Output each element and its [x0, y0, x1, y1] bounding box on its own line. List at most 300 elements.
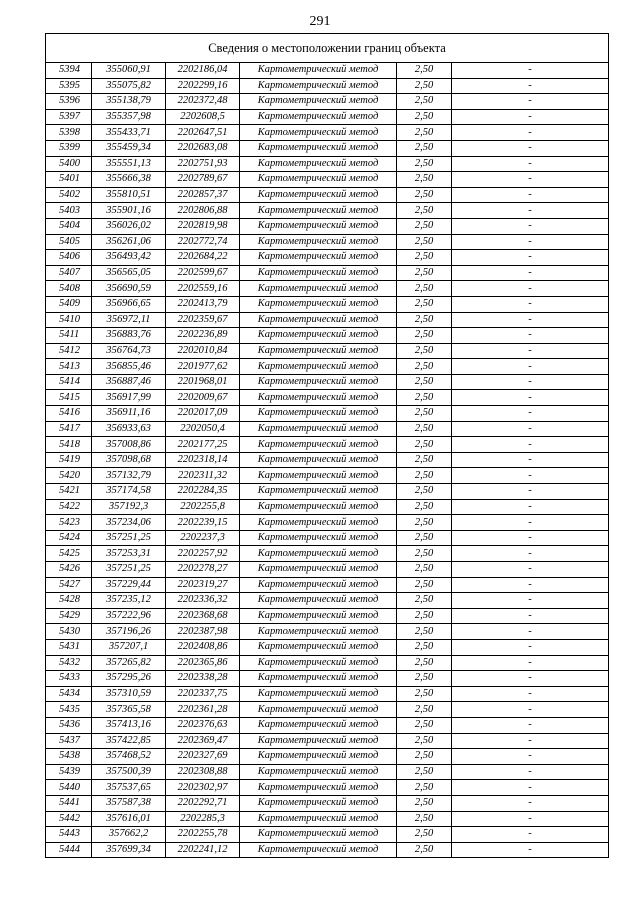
point-number-cell: 5442 [46, 811, 92, 827]
note-cell: - [452, 827, 609, 843]
accuracy-cell: 2,50 [397, 608, 452, 624]
coord-y-cell: 2202177,25 [166, 437, 240, 453]
coord-y-cell: 2202302,97 [166, 780, 240, 796]
coord-x-cell: 356026,02 [92, 218, 166, 234]
coord-x-cell: 356493,42 [92, 250, 166, 266]
coord-y-cell: 2202318,14 [166, 452, 240, 468]
coord-x-cell: 355459,34 [92, 140, 166, 156]
coord-x-cell: 356933,63 [92, 421, 166, 437]
accuracy-cell: 2,50 [397, 343, 452, 359]
point-number-cell: 5419 [46, 452, 92, 468]
coord-y-cell: 2202361,28 [166, 702, 240, 718]
coord-y-cell: 2202684,22 [166, 250, 240, 266]
coord-y-cell: 2202239,15 [166, 515, 240, 531]
note-cell: - [452, 795, 609, 811]
table-row [46, 593, 609, 609]
note-cell: - [452, 109, 609, 125]
note-cell: - [452, 468, 609, 484]
method-cell: Картометрический метод [240, 203, 397, 219]
method-cell: Картометрический метод [240, 717, 397, 733]
table-row [46, 265, 609, 281]
method-cell: Картометрический метод [240, 437, 397, 453]
coord-x-cell: 357587,38 [92, 795, 166, 811]
note-cell: - [452, 577, 609, 593]
coord-y-cell: 2202255,78 [166, 827, 240, 843]
table-row [46, 546, 609, 562]
coord-y-cell: 2202255,8 [166, 499, 240, 515]
table-row [46, 780, 609, 796]
note-cell: - [452, 749, 609, 765]
table-row [46, 390, 609, 406]
table-row [46, 452, 609, 468]
table-row [46, 312, 609, 328]
point-number-cell: 5413 [46, 359, 92, 375]
coord-x-cell: 357365,58 [92, 702, 166, 718]
table-row [46, 234, 609, 250]
table-row [46, 187, 609, 203]
coord-y-cell: 2202789,67 [166, 172, 240, 188]
point-number-cell: 5397 [46, 109, 92, 125]
point-number-cell: 5443 [46, 827, 92, 843]
coord-x-cell: 355901,16 [92, 203, 166, 219]
coord-x-cell: 356917,99 [92, 390, 166, 406]
point-number-cell: 5410 [46, 312, 92, 328]
coord-x-cell: 356972,11 [92, 312, 166, 328]
point-number-cell: 5431 [46, 639, 92, 655]
coord-x-cell: 356565,05 [92, 265, 166, 281]
table-row [46, 624, 609, 640]
point-number-cell: 5440 [46, 780, 92, 796]
point-number-cell: 5399 [46, 140, 92, 156]
accuracy-cell: 2,50 [397, 733, 452, 749]
table-row [46, 406, 609, 422]
point-number-cell: 5414 [46, 374, 92, 390]
method-cell: Картометрический метод [240, 499, 397, 515]
point-number-cell: 5411 [46, 328, 92, 344]
table-row [46, 421, 609, 437]
coord-x-cell: 357310,59 [92, 686, 166, 702]
coord-y-cell: 2202413,79 [166, 296, 240, 312]
point-number-cell: 5426 [46, 562, 92, 578]
method-cell: Картометрический метод [240, 296, 397, 312]
note-cell: - [452, 328, 609, 344]
accuracy-cell: 2,50 [397, 390, 452, 406]
accuracy-cell: 2,50 [397, 63, 452, 79]
table-row [46, 702, 609, 718]
coord-y-cell: 2202050,4 [166, 421, 240, 437]
point-number-cell: 5428 [46, 593, 92, 609]
note-cell: - [452, 702, 609, 718]
method-cell: Картометрический метод [240, 562, 397, 578]
coord-y-cell: 2202647,51 [166, 125, 240, 141]
note-cell: - [452, 452, 609, 468]
method-cell: Картометрический метод [240, 78, 397, 94]
point-number-cell: 5402 [46, 187, 92, 203]
accuracy-cell: 2,50 [397, 296, 452, 312]
method-cell: Картометрический метод [240, 63, 397, 79]
coord-y-cell: 2202559,16 [166, 281, 240, 297]
table-row [46, 218, 609, 234]
point-number-cell: 5412 [46, 343, 92, 359]
accuracy-cell: 2,50 [397, 780, 452, 796]
coord-x-cell: 357699,34 [92, 842, 166, 858]
coord-x-cell: 357192,3 [92, 499, 166, 515]
point-number-cell: 5423 [46, 515, 92, 531]
method-cell: Картометрический метод [240, 484, 397, 500]
coord-y-cell: 2202299,16 [166, 78, 240, 94]
table-row [46, 795, 609, 811]
accuracy-cell: 2,50 [397, 593, 452, 609]
method-cell: Картометрический метод [240, 546, 397, 562]
accuracy-cell: 2,50 [397, 546, 452, 562]
table-row [46, 827, 609, 843]
coord-x-cell: 355357,98 [92, 109, 166, 125]
method-cell: Картометрический метод [240, 515, 397, 531]
coord-x-cell: 357251,25 [92, 562, 166, 578]
note-cell: - [452, 733, 609, 749]
table-row [46, 109, 609, 125]
table-row [46, 140, 609, 156]
method-cell: Картометрический метод [240, 764, 397, 780]
coord-x-cell: 357235,12 [92, 593, 166, 609]
note-cell: - [452, 218, 609, 234]
method-cell: Картометрический метод [240, 359, 397, 375]
note-cell: - [452, 842, 609, 858]
table-row [46, 250, 609, 266]
coord-x-cell: 357253,31 [92, 546, 166, 562]
coord-y-cell: 2202308,88 [166, 764, 240, 780]
point-number-cell: 5401 [46, 172, 92, 188]
method-cell: Картометрический метод [240, 234, 397, 250]
coord-x-cell: 357207,1 [92, 639, 166, 655]
coord-y-cell: 2202806,88 [166, 203, 240, 219]
table-row [46, 359, 609, 375]
method-cell: Картометрический метод [240, 374, 397, 390]
method-cell: Картометрический метод [240, 109, 397, 125]
table-row [46, 577, 609, 593]
accuracy-cell: 2,50 [397, 94, 452, 110]
coord-y-cell: 2201977,62 [166, 359, 240, 375]
coord-y-cell: 2202772,74 [166, 234, 240, 250]
method-cell: Картометрический метод [240, 733, 397, 749]
method-cell: Картометрический метод [240, 702, 397, 718]
coord-x-cell: 356966,65 [92, 296, 166, 312]
accuracy-cell: 2,50 [397, 827, 452, 843]
note-cell: - [452, 530, 609, 546]
accuracy-cell: 2,50 [397, 717, 452, 733]
table-row [46, 343, 609, 359]
coord-y-cell: 2202237,3 [166, 530, 240, 546]
method-cell: Картометрический метод [240, 655, 397, 671]
note-cell: - [452, 546, 609, 562]
coord-x-cell: 357222,96 [92, 608, 166, 624]
accuracy-cell: 2,50 [397, 234, 452, 250]
method-cell: Картометрический метод [240, 140, 397, 156]
coord-x-cell: 357008,86 [92, 437, 166, 453]
point-number-cell: 5407 [46, 265, 92, 281]
accuracy-cell: 2,50 [397, 686, 452, 702]
note-cell: - [452, 764, 609, 780]
method-cell: Картометрический метод [240, 250, 397, 266]
accuracy-cell: 2,50 [397, 515, 452, 531]
note-cell: - [452, 94, 609, 110]
method-cell: Картометрический метод [240, 671, 397, 687]
accuracy-cell: 2,50 [397, 468, 452, 484]
accuracy-cell: 2,50 [397, 702, 452, 718]
table-row [46, 655, 609, 671]
accuracy-cell: 2,50 [397, 312, 452, 328]
method-cell: Картометрический метод [240, 593, 397, 609]
boundary-table [45, 33, 609, 858]
coord-y-cell: 2202751,93 [166, 156, 240, 172]
point-number-cell: 5421 [46, 484, 92, 500]
coord-x-cell: 357422,85 [92, 733, 166, 749]
accuracy-cell: 2,50 [397, 406, 452, 422]
point-number-cell: 5420 [46, 468, 92, 484]
table-row [46, 172, 609, 188]
point-number-cell: 5416 [46, 406, 92, 422]
accuracy-cell: 2,50 [397, 530, 452, 546]
coord-x-cell: 357098,68 [92, 452, 166, 468]
table-row [46, 749, 609, 765]
point-number-cell: 5408 [46, 281, 92, 297]
table-header-row [46, 34, 609, 63]
method-cell: Картометрический метод [240, 343, 397, 359]
accuracy-cell: 2,50 [397, 359, 452, 375]
table-row [46, 842, 609, 858]
accuracy-cell: 2,50 [397, 281, 452, 297]
accuracy-cell: 2,50 [397, 250, 452, 266]
coord-x-cell: 356855,46 [92, 359, 166, 375]
note-cell: - [452, 499, 609, 515]
table-row [46, 125, 609, 141]
coord-y-cell: 2202365,86 [166, 655, 240, 671]
table-row [46, 686, 609, 702]
table-row [46, 296, 609, 312]
note-cell: - [452, 281, 609, 297]
method-cell: Картометрический метод [240, 125, 397, 141]
accuracy-cell: 2,50 [397, 671, 452, 687]
point-number-cell: 5418 [46, 437, 92, 453]
point-number-cell: 5433 [46, 671, 92, 687]
accuracy-cell: 2,50 [397, 437, 452, 453]
point-number-cell: 5427 [46, 577, 92, 593]
point-number-cell: 5405 [46, 234, 92, 250]
table-row [46, 639, 609, 655]
table-row [46, 515, 609, 531]
note-cell: - [452, 172, 609, 188]
coord-y-cell: 2202338,28 [166, 671, 240, 687]
table-row [46, 78, 609, 94]
coord-x-cell: 356261,06 [92, 234, 166, 250]
method-cell: Картометрический метод [240, 156, 397, 172]
accuracy-cell: 2,50 [397, 842, 452, 858]
coord-y-cell: 2201968,01 [166, 374, 240, 390]
note-cell: - [452, 234, 609, 250]
coord-y-cell: 2202819,98 [166, 218, 240, 234]
table-row [46, 63, 609, 79]
table-row [46, 764, 609, 780]
accuracy-cell: 2,50 [397, 764, 452, 780]
accuracy-cell: 2,50 [397, 795, 452, 811]
point-number-cell: 5429 [46, 608, 92, 624]
point-number-cell: 5434 [46, 686, 92, 702]
note-cell: - [452, 593, 609, 609]
accuracy-cell: 2,50 [397, 78, 452, 94]
accuracy-cell: 2,50 [397, 421, 452, 437]
coord-x-cell: 357616,01 [92, 811, 166, 827]
note-cell: - [452, 780, 609, 796]
coord-y-cell: 2202236,89 [166, 328, 240, 344]
point-number-cell: 5404 [46, 218, 92, 234]
point-number-cell: 5396 [46, 94, 92, 110]
coord-y-cell: 2202368,68 [166, 608, 240, 624]
point-number-cell: 5422 [46, 499, 92, 515]
note-cell: - [452, 811, 609, 827]
coord-x-cell: 355060,91 [92, 63, 166, 79]
note-cell: - [452, 312, 609, 328]
note-cell: - [452, 624, 609, 640]
coord-y-cell: 2202857,37 [166, 187, 240, 203]
note-cell: - [452, 265, 609, 281]
note-cell: - [452, 343, 609, 359]
coord-y-cell: 2202387,98 [166, 624, 240, 640]
table-row [46, 562, 609, 578]
table-row [46, 281, 609, 297]
coord-x-cell: 355075,82 [92, 78, 166, 94]
note-cell: - [452, 390, 609, 406]
accuracy-cell: 2,50 [397, 140, 452, 156]
coord-y-cell: 2202017,09 [166, 406, 240, 422]
method-cell: Картометрический метод [240, 780, 397, 796]
accuracy-cell: 2,50 [397, 265, 452, 281]
point-number-cell: 5436 [46, 717, 92, 733]
method-cell: Картометрический метод [240, 608, 397, 624]
coord-x-cell: 357468,52 [92, 749, 166, 765]
accuracy-cell: 2,50 [397, 156, 452, 172]
coord-y-cell: 2202337,75 [166, 686, 240, 702]
coord-y-cell: 2202372,48 [166, 94, 240, 110]
note-cell: - [452, 63, 609, 79]
accuracy-cell: 2,50 [397, 577, 452, 593]
accuracy-cell: 2,50 [397, 374, 452, 390]
coord-y-cell: 2202241,12 [166, 842, 240, 858]
note-cell: - [452, 250, 609, 266]
point-number-cell: 5415 [46, 390, 92, 406]
coord-y-cell: 2202599,67 [166, 265, 240, 281]
method-cell: Картометрический метод [240, 842, 397, 858]
coord-y-cell: 2202327,69 [166, 749, 240, 765]
coord-x-cell: 355810,51 [92, 187, 166, 203]
coord-y-cell: 2202359,67 [166, 312, 240, 328]
coord-x-cell: 356911,16 [92, 406, 166, 422]
method-cell: Картометрический метод [240, 795, 397, 811]
point-number-cell: 5437 [46, 733, 92, 749]
coord-x-cell: 356887,46 [92, 374, 166, 390]
coord-y-cell: 2202257,92 [166, 546, 240, 562]
coord-y-cell: 2202009,67 [166, 390, 240, 406]
coord-x-cell: 356690,59 [92, 281, 166, 297]
note-cell: - [452, 203, 609, 219]
table-row [46, 374, 609, 390]
method-cell: Картометрический метод [240, 530, 397, 546]
coord-y-cell: 2202284,35 [166, 484, 240, 500]
note-cell: - [452, 406, 609, 422]
method-cell: Картометрический метод [240, 218, 397, 234]
accuracy-cell: 2,50 [397, 562, 452, 578]
method-cell: Картометрический метод [240, 421, 397, 437]
method-cell: Картометрический метод [240, 624, 397, 640]
coord-x-cell: 357265,82 [92, 655, 166, 671]
table-row [46, 156, 609, 172]
note-cell: - [452, 671, 609, 687]
table-row [46, 717, 609, 733]
accuracy-cell: 2,50 [397, 187, 452, 203]
method-cell: Картометрический метод [240, 172, 397, 188]
method-cell: Картометрический метод [240, 390, 397, 406]
table-row [46, 671, 609, 687]
point-number-cell: 5441 [46, 795, 92, 811]
point-number-cell: 5395 [46, 78, 92, 94]
note-cell: - [452, 78, 609, 94]
note-cell: - [452, 655, 609, 671]
coord-x-cell: 357234,06 [92, 515, 166, 531]
method-cell: Картометрический метод [240, 827, 397, 843]
table-row [46, 437, 609, 453]
coord-x-cell: 355551,13 [92, 156, 166, 172]
coord-x-cell: 355666,38 [92, 172, 166, 188]
point-number-cell: 5394 [46, 63, 92, 79]
point-number-cell: 5435 [46, 702, 92, 718]
table-row [46, 733, 609, 749]
point-number-cell: 5398 [46, 125, 92, 141]
coord-x-cell: 356883,76 [92, 328, 166, 344]
point-number-cell: 5439 [46, 764, 92, 780]
table-row [46, 94, 609, 110]
accuracy-cell: 2,50 [397, 484, 452, 500]
coord-y-cell: 2202319,27 [166, 577, 240, 593]
coord-y-cell: 2202010,84 [166, 343, 240, 359]
method-cell: Картометрический метод [240, 577, 397, 593]
coord-y-cell: 2202683,08 [166, 140, 240, 156]
point-number-cell: 5424 [46, 530, 92, 546]
method-cell: Картометрический метод [240, 328, 397, 344]
point-number-cell: 5438 [46, 749, 92, 765]
coord-y-cell: 2202376,63 [166, 717, 240, 733]
method-cell: Картометрический метод [240, 281, 397, 297]
coord-x-cell: 356764,73 [92, 343, 166, 359]
method-cell: Картометрический метод [240, 94, 397, 110]
coord-x-cell: 357537,65 [92, 780, 166, 796]
accuracy-cell: 2,50 [397, 811, 452, 827]
method-cell: Картометрический метод [240, 187, 397, 203]
note-cell: - [452, 374, 609, 390]
coord-y-cell: 2202292,71 [166, 795, 240, 811]
coord-x-cell: 357229,44 [92, 577, 166, 593]
method-cell: Картометрический метод [240, 686, 397, 702]
note-cell: - [452, 437, 609, 453]
note-cell: - [452, 359, 609, 375]
table-title: Сведения о местоположении границ объекта [46, 34, 609, 63]
point-number-cell: 5403 [46, 203, 92, 219]
note-cell: - [452, 421, 609, 437]
note-cell: - [452, 187, 609, 203]
coord-y-cell: 2202186,04 [166, 63, 240, 79]
coord-x-cell: 357132,79 [92, 468, 166, 484]
table-row [46, 499, 609, 515]
coord-y-cell: 2202311,32 [166, 468, 240, 484]
point-number-cell: 5430 [46, 624, 92, 640]
